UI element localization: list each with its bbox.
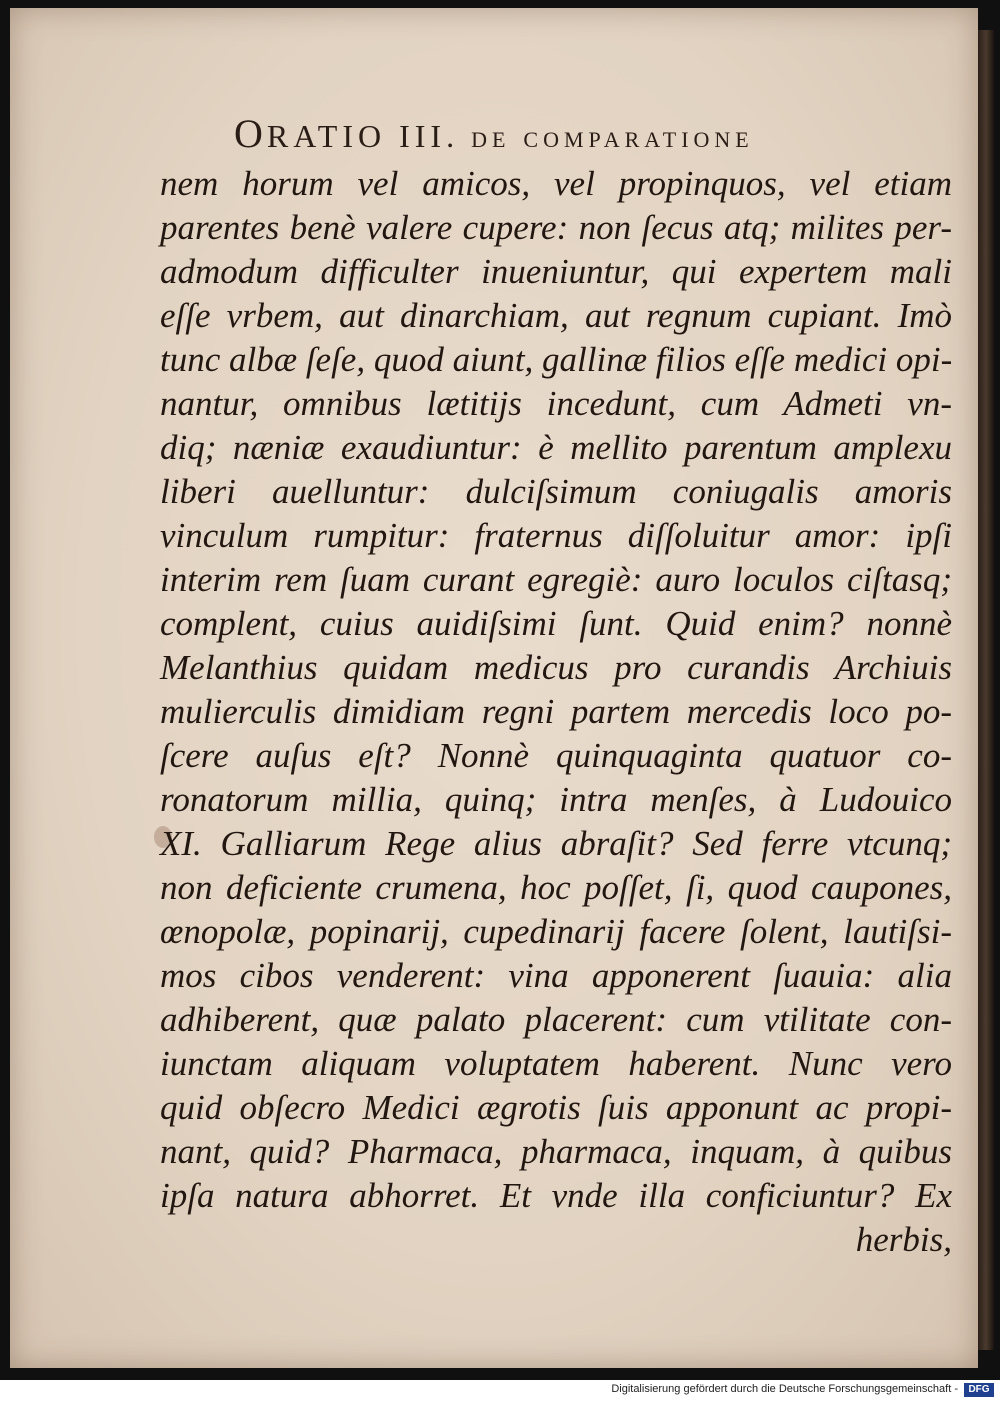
text-line: quid obſecro Medici ægrotis ſuis apponunt ac propi- — [160, 1088, 952, 1127]
text-line: nantur, omnibus lætitijs incedunt, cum Admeti vn- — [160, 384, 952, 423]
text-line: non deficiente crumena, hoc poſſet, ſi, quod caupones, — [160, 868, 952, 907]
dfg-logo-icon: DFG — [964, 1383, 994, 1397]
text-line: eſſe vrbem, aut dinarchiam, aut regnum cupiant. Imò — [160, 296, 952, 335]
text-line: ronatorum millia, quinq; intra menſes, à Ludouico — [160, 780, 952, 819]
text-line: interim rem ſuam curant egregiè: auro loculos ciſtasq; — [160, 560, 952, 599]
running-head-title: de comparatione — [471, 118, 754, 154]
text-line: parentes benè valere cupere: non ſecus atq; milites per- — [160, 208, 952, 247]
text-line: nant, quid? Pharmaca, pharmaca, inquam, à quibus — [160, 1132, 952, 1171]
catchword: herbis, — [855, 1220, 952, 1259]
text-line: ſcere auſus eſt? Nonnè quinquaginta quatuor co- — [160, 736, 952, 775]
text-line: mulierculis dimidiam regni partem mercedis loco po- — [160, 692, 952, 731]
text-line: mos cibos venderent: vina apponerent ſuauia: alia — [160, 956, 952, 995]
body-text — [160, 162, 952, 1262]
text-line: XI. Galliarum Rege alius abraſit? Sed ferre vtcunq; — [160, 824, 952, 863]
text-line: adhiberent, quæ palato placerent: cum vtilitate con- — [160, 1000, 952, 1039]
text-line: nem horum vel amicos, vel propinquos, vel etiam — [160, 164, 952, 203]
text-line: iunctam aliquam voluptatem haberent. Nunc vero — [160, 1044, 952, 1083]
text-line: diq; næniæ exaudiuntur: è mellito parentum amplexu — [160, 428, 952, 467]
text-line: ipſa natura abhorret. Et vnde illa conficiuntur? Ex — [160, 1176, 952, 1215]
running-head-caps: RATIO III. — [266, 118, 460, 154]
text-line: vinculum rumpitur: fraternus diſſoluitur amor: ipſi — [160, 516, 952, 555]
book-spine-edge — [978, 30, 994, 1350]
text-line: complent, cuius auidiſsimi ſunt. Quid enim? nonnè — [160, 604, 952, 643]
text-line: tunc albæ ſeſe, quod aiunt, gallinæ filios eſſe medici opi- — [160, 340, 953, 379]
text-line: Melanthius quidam medicus pro curandis Archiuis — [160, 648, 952, 687]
text-line: liberi auelluntur: dulciſsimum coniugalis amoris — [160, 472, 952, 511]
funding-credit: Digitalisierung gefördert durch die Deutsche Forschungsgemeinschaft - — [611, 1383, 958, 1395]
footer-bar — [0, 1380, 1000, 1401]
text-line: admodum difficulter inueniuntur, qui expertem mali — [160, 252, 952, 291]
running-head — [234, 110, 874, 157]
running-head-initial: O — [234, 111, 267, 156]
text-line: œnopolæ, popinarij, cupedinarij facere ſolent, lautiſsi- — [160, 912, 952, 951]
